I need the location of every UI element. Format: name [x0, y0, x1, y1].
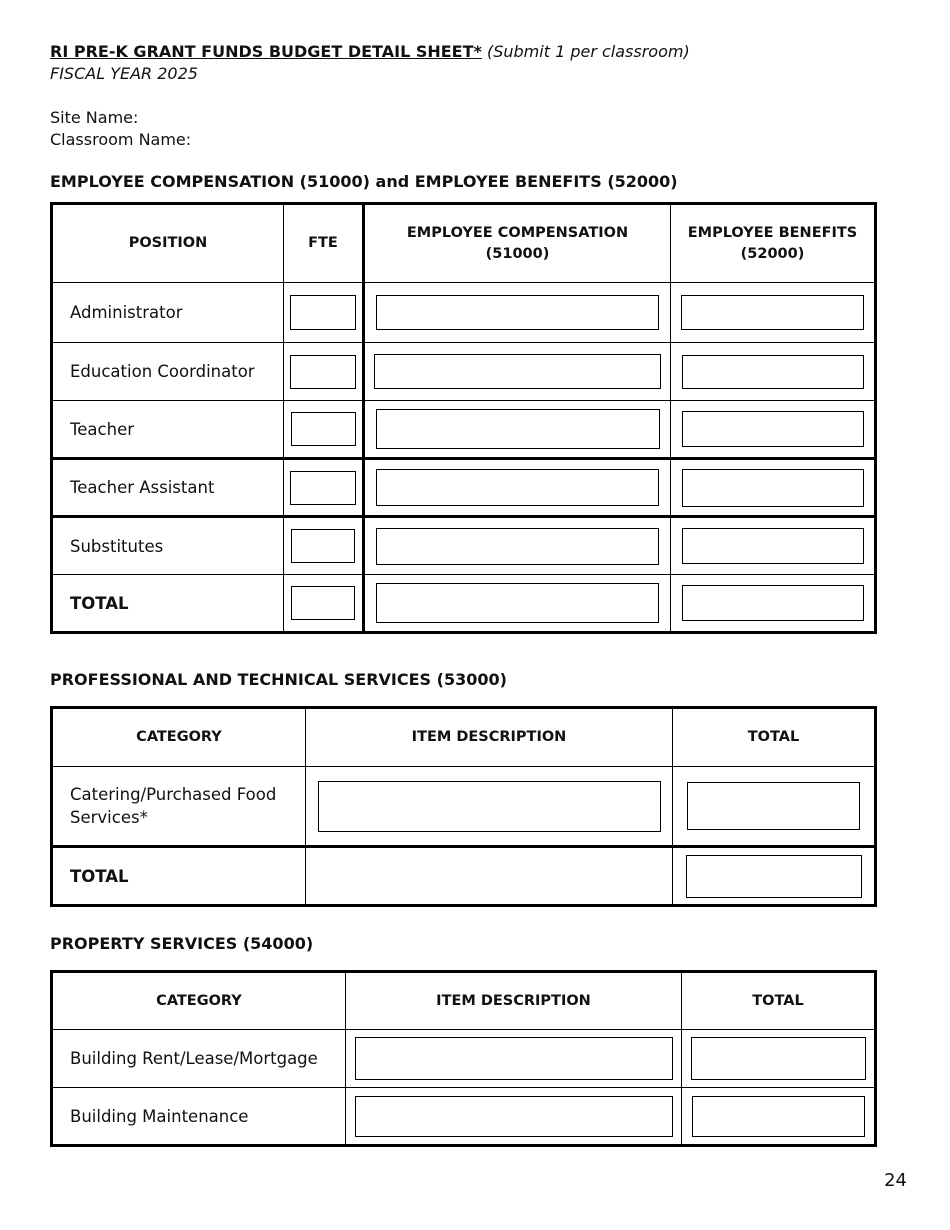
- row-label-teacher-assistant: Teacher Assistant: [52, 459, 284, 517]
- col-total: TOTAL: [682, 972, 876, 1030]
- property-services-table: [50, 970, 877, 1147]
- table-row: [52, 1030, 876, 1088]
- total-input-professional[interactable]: [686, 855, 862, 898]
- section-professional-heading: PROFESSIONAL AND TECHNICAL SERVICES (53000): [50, 670, 507, 689]
- fte-input-teacher-assistant[interactable]: [290, 471, 356, 505]
- title-subtitle: (Submit 1 per classroom): [486, 42, 690, 61]
- table-header-row: [52, 204, 876, 283]
- row-label-total: TOTAL: [52, 575, 284, 633]
- col-item-description: ITEM DESCRIPTION: [346, 972, 682, 1030]
- compensation-input-teacher[interactable]: [376, 409, 660, 449]
- table-row: [52, 1088, 876, 1146]
- fte-input-total[interactable]: [291, 586, 355, 620]
- col-category: CATEGORY: [52, 972, 346, 1030]
- row-label-education-coordinator: Education Coordinator: [52, 343, 284, 401]
- benefits-input-substitutes[interactable]: [682, 528, 864, 564]
- fiscal-year: FISCAL YEAR 2025: [50, 64, 198, 83]
- row-label-substitutes: Substitutes: [52, 517, 284, 575]
- benefits-input-administrator[interactable]: [681, 295, 864, 330]
- row-label-building-rent: Building Rent/Lease/Mortgage: [52, 1030, 346, 1088]
- total-input-building-rent[interactable]: [691, 1037, 866, 1080]
- col-total: TOTAL: [673, 708, 876, 767]
- document-title: [50, 42, 690, 61]
- table-row: [52, 343, 876, 401]
- description-input-building-rent[interactable]: [355, 1037, 673, 1080]
- section-property-heading: PROPERTY SERVICES (54000): [50, 934, 314, 953]
- section-employee-heading: EMPLOYEE COMPENSATION (51000) and EMPLOYEE BENEFITS (52000): [50, 172, 678, 191]
- compensation-input-education-coordinator[interactable]: [374, 354, 661, 389]
- table-row: [52, 767, 876, 847]
- col-item-description: ITEM DESCRIPTION: [306, 708, 673, 767]
- benefits-input-teacher[interactable]: [682, 411, 864, 447]
- col-employee-compensation: EMPLOYEE COMPENSATION (51000): [364, 204, 671, 283]
- table-row: [52, 283, 876, 343]
- row-label-building-maintenance: Building Maintenance: [52, 1088, 346, 1146]
- fte-input-administrator[interactable]: [290, 295, 356, 330]
- fte-input-substitutes[interactable]: [291, 529, 355, 563]
- table-row: [52, 575, 876, 633]
- table-header-row: [52, 972, 876, 1030]
- classroom-name-label: Classroom Name:: [50, 130, 192, 149]
- table-row: [52, 847, 876, 906]
- row-label-administrator: Administrator: [52, 283, 284, 343]
- col-fte: FTE: [284, 204, 364, 283]
- fte-input-teacher[interactable]: [291, 412, 356, 446]
- row-label-catering: Catering/Purchased Food Services*: [52, 767, 306, 847]
- table-row: [52, 459, 876, 517]
- professional-services-table: [50, 706, 877, 907]
- benefits-input-total[interactable]: [682, 585, 864, 621]
- table-row: [52, 517, 876, 575]
- compensation-input-substitutes[interactable]: [376, 528, 659, 565]
- benefits-input-teacher-assistant[interactable]: [682, 469, 864, 507]
- table-row: [52, 401, 876, 459]
- compensation-input-total[interactable]: [376, 583, 659, 623]
- benefits-input-education-coordinator[interactable]: [682, 355, 864, 389]
- col-category: CATEGORY: [52, 708, 306, 767]
- empty-cell: [306, 847, 673, 906]
- compensation-input-teacher-assistant[interactable]: [376, 469, 659, 506]
- employee-table: [50, 202, 877, 634]
- description-input-catering[interactable]: [318, 781, 661, 832]
- row-label-total: TOTAL: [52, 847, 306, 906]
- col-position: POSITION: [52, 204, 284, 283]
- fte-input-education-coordinator[interactable]: [290, 355, 356, 389]
- page-number: 24: [884, 1170, 907, 1191]
- total-input-catering[interactable]: [687, 782, 860, 830]
- total-input-building-maintenance[interactable]: [692, 1096, 865, 1137]
- title-main: RI PRE-K GRANT FUNDS BUDGET DETAIL SHEET*: [50, 42, 482, 61]
- compensation-input-administrator[interactable]: [376, 295, 659, 330]
- col-employee-benefits: EMPLOYEE BENEFITS (52000): [671, 204, 876, 283]
- row-label-teacher: Teacher: [52, 401, 284, 459]
- table-header-row: [52, 708, 876, 767]
- description-input-building-maintenance[interactable]: [355, 1096, 673, 1137]
- site-name-label: Site Name:: [50, 108, 139, 127]
